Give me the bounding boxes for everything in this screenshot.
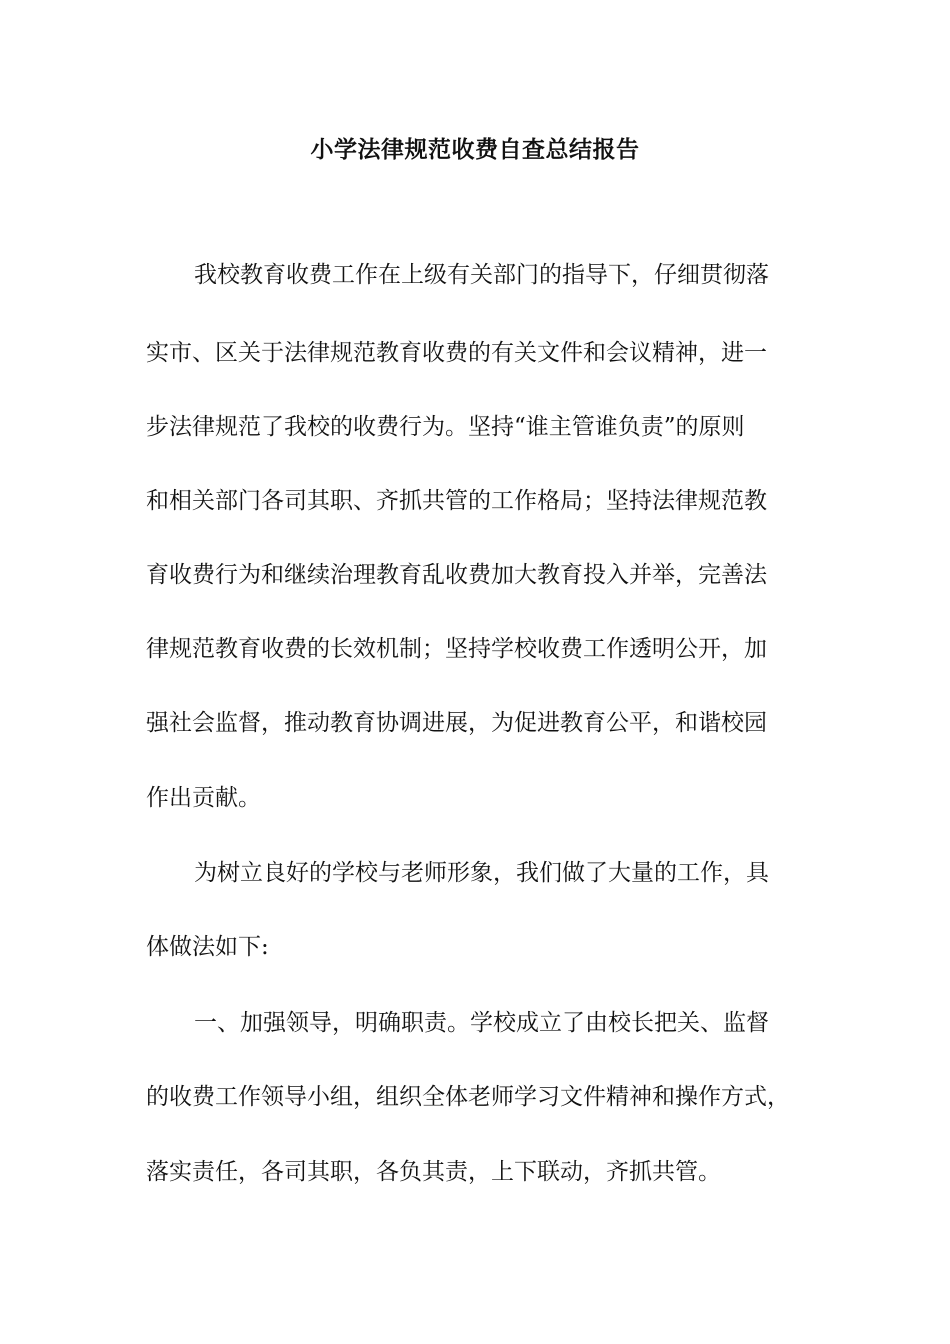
paragraph-3-line-3: 落实责任，各司其职，各负其责，上下联动，齐抓共管。 xyxy=(146,1159,721,1185)
paragraph-3-line-2: 的收费工作领导小组，组织全体老师学习文件精神和操作方式， xyxy=(146,1084,790,1110)
paragraph-1-line-3: 步法律规范了我校的收费行为。坚持“谁主管谁负责”的原则 xyxy=(146,414,745,440)
paragraph-1-line-6: 律规范教育收费的长效机制；坚持学校收费工作透明公开，加 xyxy=(146,636,767,662)
paragraph-2-line-2: 体做法如下: xyxy=(146,934,269,960)
paragraph-1-line-1: 我校教育收费工作在上级有关部门的指导下，仔细贯彻落 xyxy=(194,262,769,288)
paragraph-1-line-7: 强社会监督，推动教育协调进展，为促进教育公平，和谐校园 xyxy=(146,710,767,736)
paragraph-1-line-8: 作出贡献。 xyxy=(146,785,261,811)
paragraph-1-line-4: 和相关部门各司其职、齐抓共管的工作格局；坚持法律规范教 xyxy=(146,488,767,514)
paragraph-3-line-1: 一、加强领导，明确职责。学校成立了由校长把关、监督 xyxy=(194,1010,769,1036)
document-title: 小学法律规范收费自查总结报告 xyxy=(310,136,640,163)
paragraph-2-line-1: 为树立良好的学校与老师形象，我们做了大量的工作，具 xyxy=(194,860,769,886)
paragraph-1-line-2: 实市、区关于法律规范教育收费的有关文件和会议精神，进一 xyxy=(146,340,767,366)
paragraph-1-line-5: 育收费行为和继续治理教育乱收费加大教育投入并举，完善法 xyxy=(146,562,767,588)
